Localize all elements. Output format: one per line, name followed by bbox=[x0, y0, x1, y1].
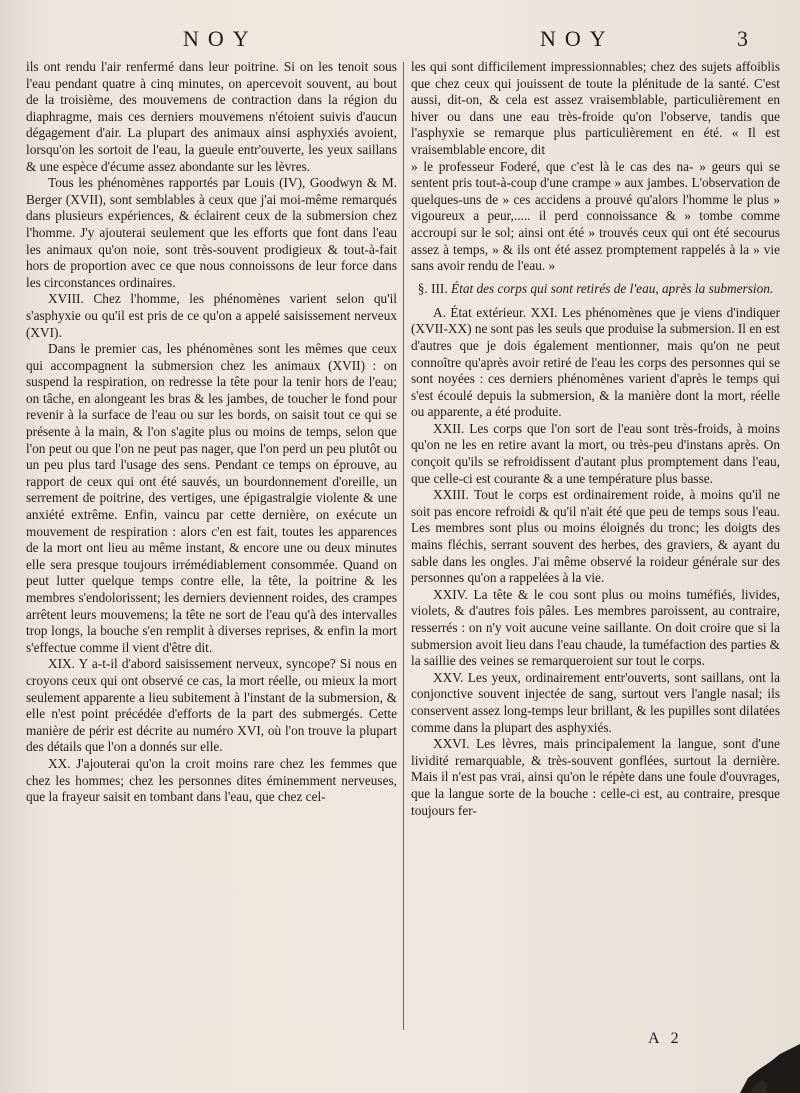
right-column bbox=[411, 59, 780, 1049]
paragraph: XXV. Les yeux, ordinairement entr'ouverts, sont saillans, ont la conjonctive souvent injectée de sang, surtout vers l'angle nasal; ils conservent assez long-temps leur brillant, & les pupilles sont dilatées comme dans la plupart des asphyxiés. bbox=[411, 669, 780, 735]
paragraph: XXIII. Tout le corps est ordinairement roide, à moins qu'il ne soit pas encore refroidi & qu'il n'ait été que peu de temps sous l'eau. Les membres sont plus ou moins éloignés du tronc; les doigts des mains fléchis, serrant souvent des herbes, des graviers, & ayant du sable dans les ongles. J'ai même observé la roideur générale sur des personnes qu'on a rappelées à la vie. bbox=[411, 487, 780, 586]
signature-mark: A 2 bbox=[648, 1030, 683, 1047]
column-divider bbox=[403, 62, 404, 1030]
section-heading bbox=[411, 281, 780, 297]
paragraph: Dans le premier cas, les phénomènes sont les mêmes que ceux qui accompagnent la submersion chez les animaux (XVII) : on suspend la respiration, on redresse la tête pour la tenir hors de l'eau; on tâche, en alongeant les bras & les jambes, de toucher le fond pour revenir à la surface de l'eau ou sur les bords, on saisit tout ce qui se présente à la main, & l'on s'agite plus ou moins de temps, selon que l'on peut ou que l'on ne peut pas nager, que l'on perd un peu plutôt ou un peu plus tard l'usage des sens. Pendant ce temps on éprouve, au rapport de ceux qui ont été sauvés, un bourdonnement d'oreille, un serrement de poitrine, des vertiges, une épigastralgie violente & une anxiété extrême. Enfin, vaincu par cette dernière, on exécute un mouvement de respiration : alors c'en est fait, toutes les apparences de la mort ont lieu au même instant, & encore une ou deux minutes elle sera presque toujours irrémédiablement consommée. Quand on peut lutter quelque temps contre elle, la tête, la poitrine & les membres s'endolorissent; les derniers deviennent roides, des crampes arrêtent leurs mouvemens; la tête ne sort de l'eau qu'à des intervalles trop longs, la bouche s'en remplit à diverses reprises, & enfin la mort s'effectue comme il vient d'être dit. bbox=[26, 341, 397, 655]
paragraph: XVIII. Chez l'homme, les phénomènes varient selon qu'il s'asphyxie ou qu'il est pris de ce qu'on a appelé saisissement nerveux (XVI). bbox=[26, 291, 397, 340]
paragraph: Tous les phénomènes rapportés par Louis (IV), Goodwyn & M. Berger (XVII), sont semblables à ceux que j'ai moi-même remarqués dans plusieurs expériences, & éclairent ceux de la submersion chez l'homme. J'y ajouterai seulement que les efforts que font dans l'eau les animaux qu'on noie, sont très-souvent prodigieux & tout-à-fait hors de proportion avec ce que nous connoissons de leur force dans les circonstances ordinaires. bbox=[26, 175, 397, 290]
page-number: 3 bbox=[737, 26, 748, 51]
section-symbol: §. III. bbox=[417, 280, 448, 296]
left-column bbox=[26, 59, 397, 1049]
paragraph: XXIV. La tête & le cou sont plus ou moins tuméfiés, livides, violets, & d'autres fois pâles. Les membres paroissent, au contraire, resserrés : on n'y voit aucune veine saillante. On doit croire que si la submersion avoit lieu dans l'eau chaude, la tuméfaction des parties & la saillie des veines se remarqueroient sur tout le corps. bbox=[411, 586, 780, 669]
running-header bbox=[0, 26, 800, 56]
section-title: État des corps qui sont retirés de l'eau, après la submersion. bbox=[451, 280, 774, 296]
paragraph: XX. J'ajouterai qu'on la croit moins rare chez les femmes que chez les hommes; chez les personnes dites éminemment nerveuses, que la frayeur saisit en tombant dans l'eau, que chez cel- bbox=[26, 755, 397, 805]
page-corner-stain bbox=[700, 1040, 800, 1093]
quoted-passage: » le professeur Foderé, que c'est là le cas des na- » geurs qui se sentent pris tout-à-coup d'une crampe » aux jambes. L'observation de quelques-uns de » ces accidens a prouvé qu'alors l'homme le plus » vigoureux a peur,..... il perd connoissance & » tombe comme accroupi sur le sol; ainsi ont été » trouvés ceux qui ont été secourus assez à temps, » & ils ont été assez promptement rappelés à la » vie sans avoir rendu de l'eau. » bbox=[411, 158, 780, 274]
paragraph: ils ont rendu l'air renfermé dans leur poitrine. Si on les tenoit sous l'eau pendant quatre à cinq minutes, on apercevoit souvent, au bout de la troisième, des mouvemens de contraction dans la région du diaphragme, mais ces derniers mouvemens n'étoient suivis d'aucun dégagement d'air. La plupart des animaux ainsi asphyxiés avoient, lorsqu'on les sortoit de l'eau, la gueule entr'ouverte, les yeux saillans & une espèce d'écume assez abondante sur les lèvres. bbox=[26, 59, 397, 174]
paragraph: A. État extérieur. XXI. Les phénomènes que je viens d'indiquer (XVII-XX) ne sont pas les seuls que produise la submersion. Il en est d'autres que je dois également mentionner, mais qu'on ne peut connoître qu'après avoir retiré de l'eau les corps des personnes qui se sont noyées : ces derniers phénomènes varient d'après le temps qui s'est écoulé depuis la submersion, & la manière dont la mort, réelle ou apparente, a été produite. bbox=[411, 304, 780, 420]
paragraph: les qui sont difficilement impressionnables; chez des sujets affoiblis que chez ceux qui jouissent de toute la plénitude de la santé. C'est aussi, dit-on, & cela est assez vraisemblable, particulièrement en hiver ou dans une eau très-froide qu'on l'observe, tandis que l'asphyxie se remarque plus particulièrement en été. « Il est vraisemblable encore, dit bbox=[411, 59, 780, 157]
paragraph: XIX. Y a-t-il d'abord saisissement nerveux, syncope? Si nous en croyons ceux qui ont observé ce cas, la mort réelle, ou mieux la mort seulement apparente a lieu subitement à l'instant de la submersion, & elle n'est point précédée d'efforts de la part des submergés. Cette manière de périr est décrite au numéro XVI, où l'on trouve la plupart des détails que l'on a donnés sur elle. bbox=[26, 656, 397, 755]
paragraph: XXII. Les corps que l'on sort de l'eau sont très-froids, à moins qu'on ne les en retire avant la mort, ou très-peu d'instans après. On conçoit qu'ils se refroidissent d'autant plus promptement dans l'eau, que celle-ci est courante & a une température plus basse. bbox=[411, 420, 780, 486]
paragraph: XXVI. Les lèvres, mais principalement la langue, sont d'une lividité remarquable, & très-souvent gonflées, surtout la dernière. Mais il n'est pas vrai, ainsi qu'on le répète dans une foule d'ouvrages, que la langue sorte de la bouche : celle-ci est, au contraire, presque toujours fer- bbox=[411, 736, 780, 818]
running-head-right: NOY bbox=[540, 26, 615, 51]
running-head-left: NOY bbox=[183, 26, 258, 51]
